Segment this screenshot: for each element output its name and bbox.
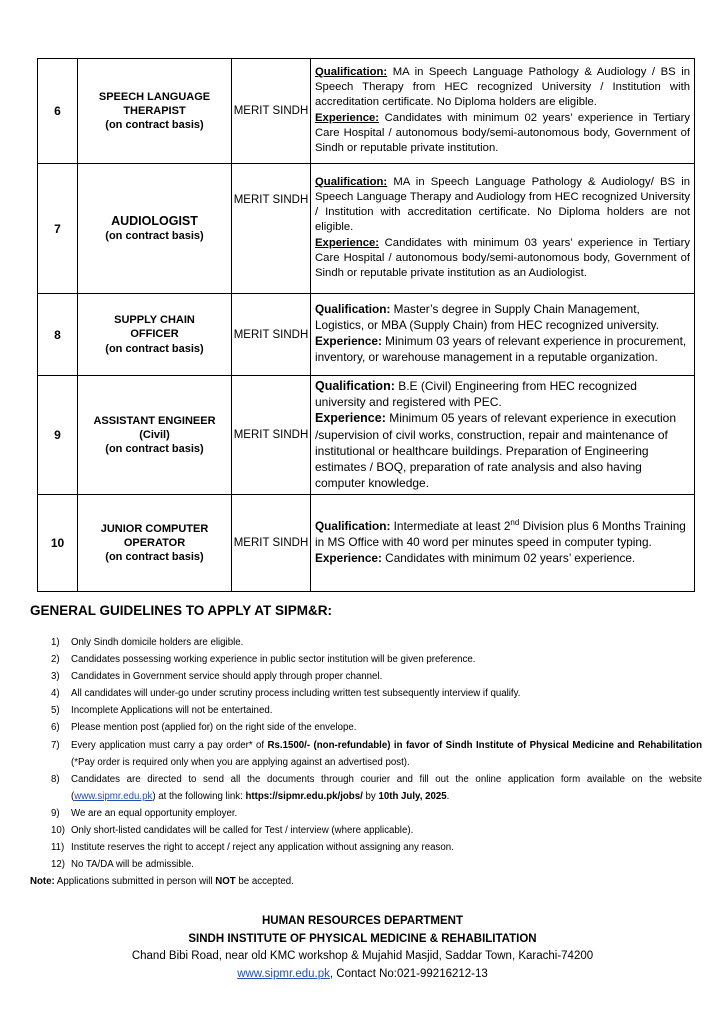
experience-label: Experience: bbox=[315, 411, 386, 426]
qualification-text: B.E (Civil) Engineering from HEC recognized university and registered with PEC. bbox=[315, 378, 637, 410]
item-number: 8) bbox=[51, 773, 60, 785]
note bbox=[30, 876, 294, 887]
item-text: by bbox=[362, 790, 379, 802]
item-number: 7) bbox=[51, 739, 60, 751]
serial-number: 9 bbox=[38, 376, 78, 495]
item-text: No TA/DA will be admissible. bbox=[71, 859, 194, 871]
footer bbox=[0, 913, 725, 983]
qualification-text: Master’s degree in Supply Chain Management, Logistics, or MBA (Supply Chain) from HEC recognized university. bbox=[315, 302, 659, 333]
item-number: 11) bbox=[51, 842, 65, 854]
item-number: 3) bbox=[51, 671, 60, 683]
item-text: Only Sindh domicile holders are eligible. bbox=[71, 637, 244, 648]
item-text: We are an equal opportunity employer. bbox=[71, 807, 238, 819]
experience-text: Candidates with minimum 03 years’ experience in Tertiary Care Hospital / autonomous body/semi-autonomous body, Government of Sindh or reputable private institution as an Audiologist. bbox=[315, 236, 690, 279]
table-row bbox=[38, 164, 695, 294]
merit-basis: MERIT SINDH bbox=[232, 495, 311, 592]
experience-label: Experience: bbox=[315, 111, 380, 124]
list-item bbox=[30, 702, 702, 719]
post-line: (Civil) bbox=[139, 428, 170, 441]
positions-table bbox=[37, 58, 695, 592]
website-link[interactable]: www.sipmr.edu.pk bbox=[74, 790, 153, 802]
item-number: 1) bbox=[51, 637, 60, 648]
institute-name: SINDH INSTITUTE OF PHYSICAL MEDICINE & REHABILITATION bbox=[188, 932, 537, 945]
qualification bbox=[315, 302, 690, 334]
item-text: Candidates possessing working experience in public sector institution will be given preference. bbox=[71, 654, 476, 666]
experience-label: Experience: bbox=[315, 236, 380, 249]
table-row bbox=[38, 59, 695, 164]
item-text: Candidates are directed to send all the documents through courier and fill out the online application form available on the website ( bbox=[71, 773, 702, 802]
item-text: All candidates will under-go under scrutiny process including written test subsequently interview if qualify. bbox=[71, 688, 521, 700]
experience-text: Minimum 03 years of relevant experience in procurement, inventory, or warehouse management in a reputable organization. bbox=[315, 334, 687, 364]
footer-website-link[interactable]: www.sipmr.edu.pk bbox=[237, 967, 330, 980]
list-item bbox=[30, 668, 702, 685]
address: Chand Bibi Road, near old KMC workshop & Mujahid Masjid, Saddar Town, Karachi-74200 bbox=[131, 950, 594, 962]
post-line: (on contract basis) bbox=[105, 342, 204, 355]
experience bbox=[315, 111, 690, 156]
list-item bbox=[30, 771, 702, 805]
department-name: HUMAN RESOURCES DEPARTMENT bbox=[261, 915, 464, 927]
post-line: OFFICER bbox=[130, 328, 179, 341]
qualification-label: Qualification: bbox=[315, 378, 395, 393]
merit-basis: MERIT SINDH bbox=[232, 164, 311, 294]
item-number: 6) bbox=[51, 722, 60, 734]
item-number: 10) bbox=[51, 825, 66, 837]
merit-basis: MERIT SINDH bbox=[232, 59, 311, 164]
list-item bbox=[30, 685, 702, 702]
qualification-label: Qualification: bbox=[315, 519, 391, 534]
note-text: Applications submitted in person will bbox=[54, 876, 216, 887]
qualification-label: Qualification: bbox=[315, 176, 388, 189]
list-item bbox=[30, 856, 702, 873]
qualification-text: Intermediate at least 2 bbox=[390, 519, 511, 534]
post-line: (on contract basis) bbox=[105, 119, 204, 132]
list-item bbox=[30, 822, 702, 839]
jobs-link[interactable]: https://sipmr.edu.pk/jobs/ bbox=[245, 790, 363, 802]
post-line: OPERATOR bbox=[123, 536, 186, 549]
requirements bbox=[311, 495, 695, 592]
requirements bbox=[311, 164, 695, 294]
list-item bbox=[30, 805, 702, 822]
item-text: . bbox=[446, 790, 450, 802]
list-item bbox=[30, 839, 702, 856]
experience-label: Experience: bbox=[315, 334, 382, 348]
post-line: SUPPLY CHAIN bbox=[114, 314, 195, 327]
note-emphasis: NOT bbox=[215, 876, 236, 887]
deadline-date: 10th July, 2025 bbox=[378, 790, 447, 802]
note-text: be accepted. bbox=[235, 876, 294, 887]
experience-text: Candidates with minimum 02 years’ experience in Tertiary Care Hospital / autonomous body/semi-autonomous body, Government of Sindh or reputable private institution. bbox=[315, 111, 690, 154]
qualification-label: Qualification: bbox=[315, 302, 391, 317]
qualification-label: Qualification: bbox=[315, 66, 388, 79]
qualification bbox=[315, 175, 690, 236]
item-number: 2) bbox=[51, 654, 60, 666]
experience bbox=[315, 410, 690, 491]
post-line: JUNIOR COMPUTER bbox=[100, 522, 209, 535]
qualification bbox=[315, 378, 690, 411]
serial-number: 6 bbox=[38, 59, 78, 164]
experience bbox=[315, 551, 690, 567]
post-title bbox=[78, 495, 232, 592]
table-row bbox=[38, 495, 695, 592]
item-text: Every application must carry a pay order* of bbox=[71, 739, 268, 751]
qualification-text: MA in Speech Language Pathology & Audiology / BS in Speech Therapy from HEC recognized University / Institution with accreditation certificate. No Diploma holders are eligible. bbox=[315, 66, 690, 109]
item-text: Please mention post (applied for) on the right side of the envelope. bbox=[71, 722, 357, 734]
item-text: Institute reserves the right to accept / reject any application without assigning any reason. bbox=[71, 842, 454, 854]
post-line: THERAPIST bbox=[123, 104, 186, 117]
guidelines-heading: GENERAL GUIDELINES TO APPLY AT SIPM&R: bbox=[30, 603, 333, 618]
qualification-text: Division plus 6 Months Training in MS Office with 40 word per minutes speed in computer typing. bbox=[315, 519, 686, 550]
post-title bbox=[78, 164, 232, 294]
requirements bbox=[311, 376, 695, 495]
experience-text: Candidates with minimum 02 years’ experience. bbox=[381, 550, 636, 565]
qualification-text: MA in Speech Language Pathology & Audiology/ BS in Speech Language Therapy and Audiology from HEC recognized University / Institution with accreditation certificate. No Diploma holders are not eligible. bbox=[315, 176, 690, 234]
post-line: AUDIOLOGIST bbox=[111, 214, 198, 229]
experience bbox=[315, 236, 690, 281]
ordinal-suffix: nd bbox=[510, 518, 520, 528]
merit-basis: MERIT SINDH bbox=[232, 294, 311, 376]
list-item bbox=[30, 651, 702, 668]
list-item bbox=[30, 634, 702, 651]
serial-number: 10 bbox=[38, 495, 78, 592]
post-line: ASSISTANT ENGINEER bbox=[93, 414, 216, 427]
item-text: Only short-listed candidates will be called for Test / interview (where applicable). bbox=[71, 825, 414, 837]
post-line: SPEECH LANGUAGE bbox=[98, 90, 211, 103]
contact-number: , Contact No:021-99216212-13 bbox=[329, 967, 488, 980]
post-line: (on contract basis) bbox=[105, 230, 204, 243]
merit-basis: MERIT SINDH bbox=[232, 376, 311, 495]
list-item bbox=[30, 737, 702, 771]
requirements bbox=[311, 294, 695, 376]
guidelines-list bbox=[30, 634, 702, 873]
qualification bbox=[315, 65, 690, 110]
post-title bbox=[78, 294, 232, 376]
experience-label: Experience: bbox=[315, 550, 382, 565]
experience bbox=[315, 334, 690, 366]
item-number: 5) bbox=[51, 705, 60, 717]
item-number: 4) bbox=[51, 688, 60, 700]
serial-number: 8 bbox=[38, 294, 78, 376]
item-number: 12) bbox=[51, 859, 66, 871]
item-text: Incomplete Applications will not be entertained. bbox=[71, 705, 273, 717]
table-row bbox=[38, 376, 695, 495]
post-line: (on contract basis) bbox=[105, 551, 204, 564]
serial-number: 7 bbox=[38, 164, 78, 294]
post-line: (on contract basis) bbox=[105, 443, 204, 456]
post-title bbox=[78, 59, 232, 164]
table-row bbox=[38, 294, 695, 376]
contact-line bbox=[0, 966, 725, 984]
item-text: Candidates in Government service should apply through proper channel. bbox=[71, 671, 383, 683]
experience-text: Minimum 05 years of relevant experience in execution /supervision of civil works, construction, repair and maintenance of institutional or healthcare buildings. Preparation of Engineering estimates / BOQ, preparation of rate analysis and also having computer knowledge. bbox=[315, 411, 677, 491]
item-text: ) at the following link: bbox=[152, 790, 246, 802]
list-item bbox=[30, 719, 702, 736]
requirements bbox=[311, 59, 695, 164]
pay-order-amount: Rs.1500/- (non-refundable) in favor of Sindh Institute of Physical Medicine and Rehabilitation bbox=[267, 739, 702, 751]
note-label: Note: bbox=[30, 876, 55, 887]
item-number: 9) bbox=[51, 807, 60, 819]
qualification bbox=[315, 518, 690, 551]
post-title bbox=[78, 376, 232, 495]
item-text: (*Pay order is required only when you are applying against an advertised post). bbox=[71, 756, 410, 768]
